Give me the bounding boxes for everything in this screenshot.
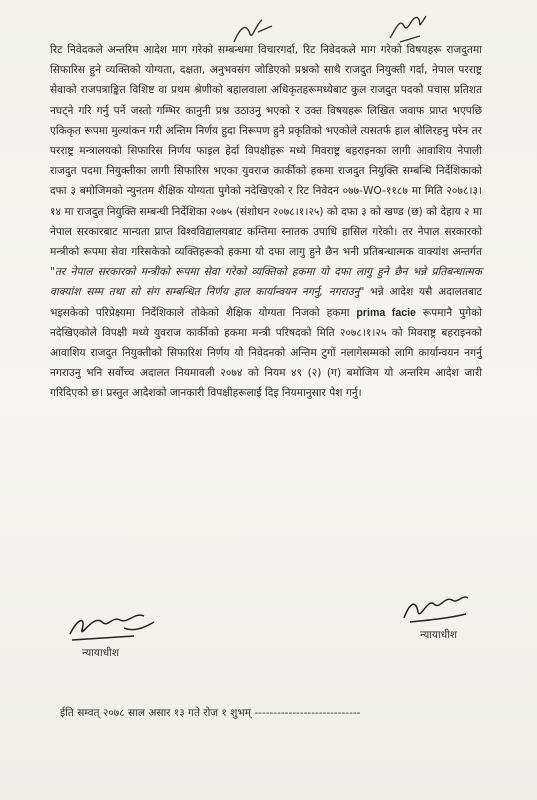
quoted-clause: "तर नेपाल सरकारको मन्त्रीको रूपमा सेवा गरेको व्यक्तिको हकमा यो दफा लागु हुने छैन भन्ने प्रतिबन्धात्मक वाक्यांश सम्म तथा सो संग सम्बन्धित निर्णय हाल कार्यान्वयन नगर्नु, नगराउनु" [50,266,482,299]
paragraph-text-1: रिट निवेदकले अन्तरिम आदेश माग गरेको सम्बन्धमा विचारगर्दा, रिट निवेदकले माग गरेको विषयहरू राजदुतमा सिफारिस हुने व्यक्तिको योग्यता, दक्षता, अनुभवसंग जोडिएको प्रश्नको साथै राजदुत नियुक्ती गर्दा, नेपाल परराष्ट्र सेवाको राजपत्राङ्कित विशिष्ट वा प्रथम श्रेणीको बहालवाला अधिकृतहरूमध्येबाट कुल राजदुत पदको पचास प्रतिशत नघट्ने गरि गर्नु पर्ने जस्तो गम्भिर कानुनी प्रश्न उठाउनु भएको र उक्त विषयहरू लिखित जवाफ प्राप्त भएपछि एकिकृत रूपमा मुल्यांकन गरी अन्तिम निर्णय हुदा निरूपण हुने प्रकृतिको भएकोले त्यसतर्फ हाल बोलिरहनु परेन तर परराष्ट्र मन्त्रालयको सिफारिस निर्णय फाइल हेर्दा विपक्षीहरू मध्ये मिवराष्ट्र बहराइनका लागी आवाशिय नेपाली राजदुत पदमा नियुक्तीका लागी सिफारिस भएका युवराज कार्कीको हकमा राजदुत नियुक्ति सम्बन्धि निर्देशिकाको दफा ३ बमोजिमको न्युनतम शैक्षिक योग्यता पुगेको नदेखिएको र रिट निवेदन ०७७-WO-११८७ मा मिति २०७८।३।१४ मा राजदुत नियुक्ति सम्बन्धी निर्देशिका २०७५ (संशोधन २०७८।१।२५) को दफा ३ को खण्ड (छ) को देहाय २ मा नेपाल सरकारबाट मान्यता प्राप्त विश्वविद्यालयबाट कम्तिमा स्नातक उपाधि हासिल गरेको। तर नेपाल सरकारको मन्त्रीको रूपमा सेवा गरिसकेको व्यक्तिहरूको हकमा यो दफा लागु हुने छैन भनी प्रतिबन्धात्मक वाक्यांश अन्तर्गत [50,44,482,259]
left-judge-signature [64,608,160,644]
left-judge-label: न्यायाधीश [82,647,120,659]
right-judge-label: न्यायाधीश [420,629,458,641]
order-body [50,40,482,404]
paragraph-text-2: भन्ने आदेश यसै अदालतबाट भइसकेको परिप्रेक्ष्यमा निर्देशिकाले तोकेको शैक्षिक योग्यता निजको हकमा [50,286,482,319]
right-judge-signature [400,590,472,626]
latin-phrase: prima facie [356,306,416,319]
order-paragraph [50,40,482,404]
closing-dateline: ईति सम्वत् २०७८ साल असार १३ गते रोज १ शुभम् ---------------------------- [60,707,361,719]
paragraph-text-3: रूपमानै पुगेको नदेखिएकोले विपक्षी मध्ये युवराज कार्कीको हकमा मन्त्री परिषदको मिति २०७८।१।२५ को मिवराष्ट्र बहराइनको आवाशिय राजदुत नियुक्तीको सिफारिश निर्णय यो निवेदनको अन्तिम टुगों नलागेसम्मको लागि कार्यान्वयन नगर्नु नगराउनु भनि सर्वोच्च अदालत नियमावली २०७४ को नियम ४९ (२) (ग) बमोजिम यो अन्तरिम आदेश जारी गरिदिएको छ। प्रस्तुत आदेशको जानकारी विपक्षीहरूलाई दिइ नियमानुसार पेश गर्नु। [50,306,482,400]
